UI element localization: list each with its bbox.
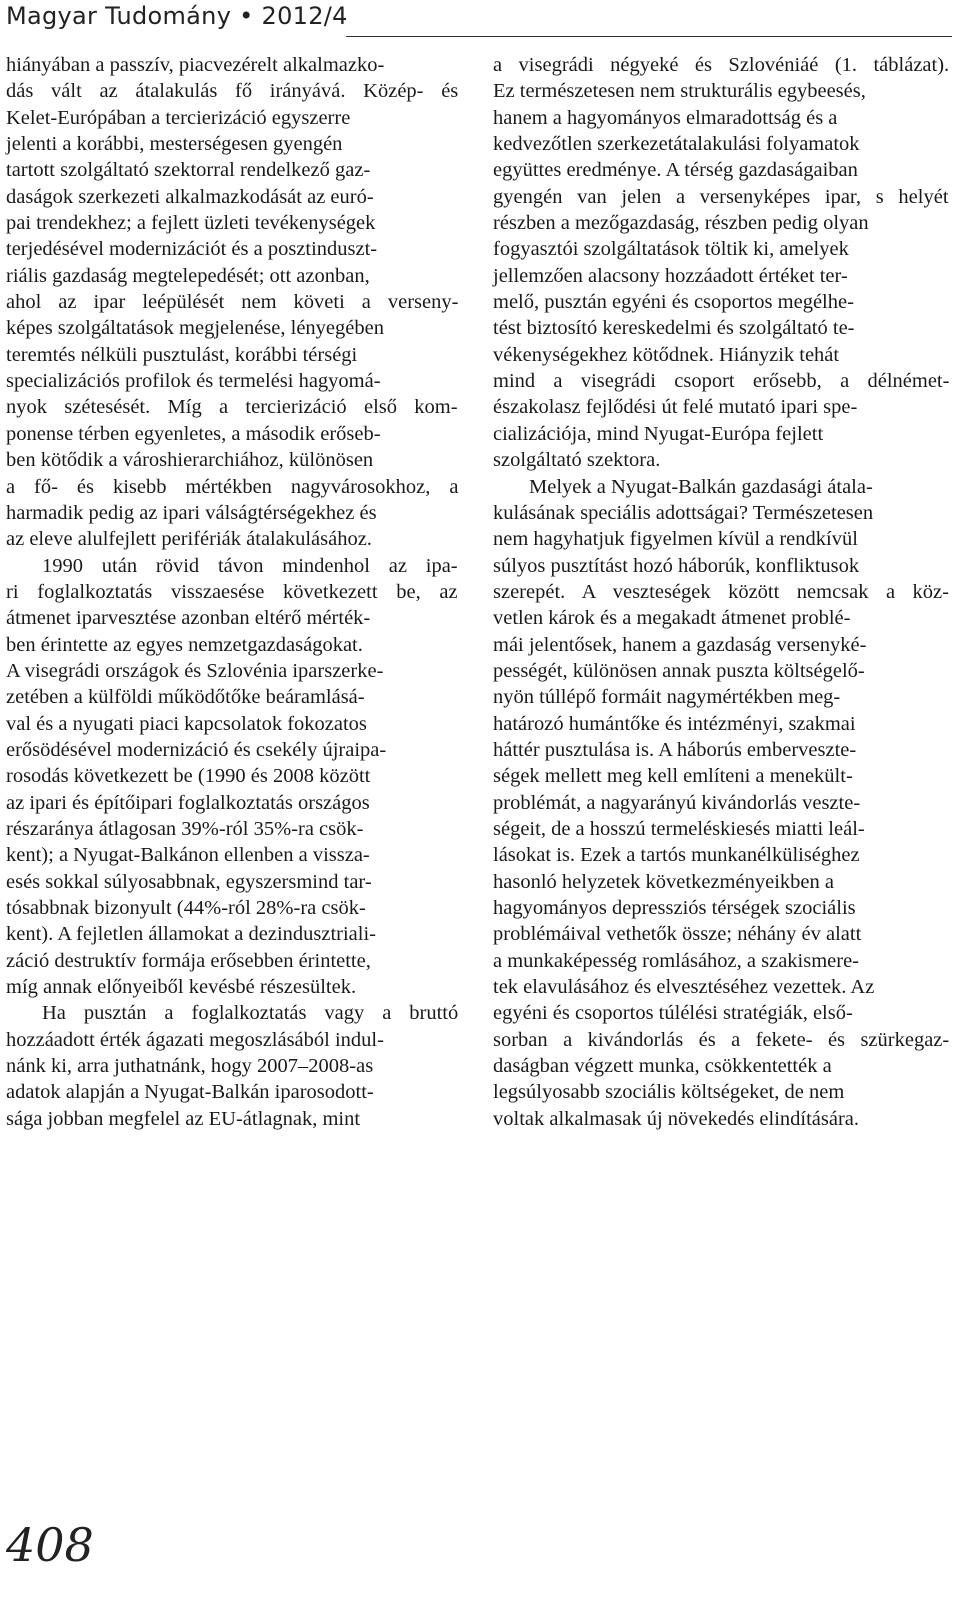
text-line: ponense térben egyenletes, a második erőseb- bbox=[6, 422, 381, 445]
text-line: nyön túllépő formáit nagymértékben meg- bbox=[493, 686, 841, 709]
text-line: súlyos pusztítást hozó háborúk, konfliktusok bbox=[493, 554, 860, 577]
text-line: daságban végzett munka, csökkentették a bbox=[493, 1055, 832, 1078]
text-line: teremtés nélküli pusztulást, korábbi térségi bbox=[6, 343, 358, 366]
left-text-column bbox=[6, 52, 458, 1132]
text-line: erősödésével modernizáció és csekély újraipa- bbox=[6, 738, 387, 761]
text-line: tést biztosító kereskedelmi és szolgáltató te- bbox=[493, 317, 855, 340]
text-line: pességét, különösen annak puszta költségelő- bbox=[493, 659, 865, 682]
text-line: dás vált az átalakulás fő irányává. Közép- és bbox=[6, 80, 459, 103]
text-line: kent). A fejletlen államokat a dezindusztriali- bbox=[6, 923, 377, 946]
right-text-column bbox=[493, 52, 949, 1132]
text-line: együttes eredménye. A térség gazdaságaiban bbox=[493, 159, 858, 182]
text-line: ben kötődik a városhierarchiához, különösen bbox=[6, 449, 374, 472]
journal-title: Magyar Tudomány • 2012/4 bbox=[6, 2, 348, 30]
text-line: daságok szerkezeti alkalmazkodását az euró- bbox=[6, 185, 374, 208]
text-line: hozzáadott érték ágazati megoszlásából indul- bbox=[6, 1028, 384, 1051]
text-line: esés sokkal súlyosabbnak, egyszersmind tar- bbox=[6, 870, 372, 893]
text-line: a visegrádi négyeké és Szlovéniáé (1. táblázat). bbox=[493, 54, 950, 76]
text-line: egyéni és csoportos túlélési stratégiák, első- bbox=[493, 1002, 853, 1025]
text-line: nyok szétesését. Míg a tercierizáció első kom- bbox=[6, 396, 458, 419]
text-line: szolgáltató szektora. bbox=[493, 449, 661, 472]
text-line: sorban a kivándorlás és a fekete- és szürkegaz- bbox=[493, 1028, 950, 1051]
text-line: tósabbnak bizonyult (44%-ról 28%-ra csök- bbox=[6, 897, 366, 919]
text-line: nánk ki, arra juthatnánk, hogy 2007–2008-as bbox=[6, 1055, 374, 1078]
text-line: ségek mellett meg kell említeni a menekült- bbox=[493, 765, 853, 788]
text-line: hasonló helyzetek következményeikben a bbox=[493, 870, 834, 893]
text-line: voltak alkalmasak új növekedés elindítására. bbox=[493, 1107, 860, 1130]
text-line: adatok alapján a Nyugat-Balkán iparosodott- bbox=[6, 1081, 374, 1104]
text-line: problémáival vethetők össze; néhány év alatt bbox=[493, 923, 862, 946]
text-line: az eleve alulfejlett perifériák átalakulásához. bbox=[6, 528, 372, 551]
text-line: 1990 után rövid távon mindenhol az ipa- bbox=[42, 554, 458, 577]
text-line: val és a nyugati piaci kapcsolatok fokozatos bbox=[6, 712, 367, 735]
text-line: ségeit, de a hosszú termeléskiesés miatti leál- bbox=[493, 817, 865, 840]
text-line: kulásának speciális adottságai? Természetesen bbox=[493, 501, 874, 524]
text-line: a fő- és kisebb mértékben nagyvárosokhoz, a bbox=[6, 475, 459, 498]
text-line: ahol az ipar leépülését nem követi a verseny- bbox=[6, 291, 459, 314]
text-line: a munkaképesség romlásához, a szakismere- bbox=[493, 949, 860, 972]
text-line: A visegrádi országok és Szlovénia iparszerke- bbox=[6, 659, 384, 682]
text-line: riális gazdaság megtelepedését; ott azonban, bbox=[6, 264, 370, 287]
text-line: jelenti a korábbi, mesterségesen gyengén bbox=[6, 133, 343, 156]
text-line: tek elavulásához és elvesztéséhez vezettek. Az bbox=[493, 976, 875, 999]
text-line: vetlen károk és a megakadt átmenet problé- bbox=[493, 607, 851, 630]
text-line: mái jelentősek, hanem a gazdaság versenyké- bbox=[493, 633, 867, 656]
header-rule bbox=[346, 36, 952, 37]
text-line: hanem a hagyományos elmaradottság és a bbox=[493, 106, 838, 129]
text-line: vékenységekhez kötődnek. Hiányzik tehát bbox=[493, 343, 840, 366]
text-line: háttér pusztulása is. A háborús emberveszte- bbox=[493, 738, 857, 761]
text-line: cializációja, mind Nyugat-Európa fejlett bbox=[493, 422, 824, 445]
running-header bbox=[6, 2, 952, 38]
text-line: kedvezőtlen szerkezetátalakulási folyamatok bbox=[493, 133, 860, 156]
text-line: sága jobban megfelel az EU-átlagnak, mint bbox=[6, 1107, 361, 1130]
text-line: fogyasztói szolgáltatások töltik ki, amelyek bbox=[493, 238, 849, 261]
text-line: hagyományos depressziós térségek szociális bbox=[493, 897, 856, 919]
text-line: ben érintette az egyes nemzetgazdaságokat. bbox=[6, 633, 363, 656]
text-line: terjedésével modernizációt és a posztinduszt- bbox=[6, 238, 378, 261]
text-line: tartott szolgáltató szektorral rendelkező gaz- bbox=[6, 159, 371, 182]
text-line: jellemzően alacsony hozzáadott értéket ter- bbox=[493, 264, 848, 287]
text-line: míg annak előnyeiből kevésbé részesültek. bbox=[6, 976, 357, 999]
page-number: 408 bbox=[6, 1518, 94, 1572]
text-line: Ez természetesen nem strukturális egybeesés, bbox=[493, 80, 866, 103]
text-line: mind a visegrádi csoport erősebb, a délnémet- bbox=[493, 370, 950, 393]
text-line: problémát, a nagyarányú kivándorlás veszte- bbox=[493, 791, 861, 814]
text-line: kent); a Nyugat-Balkánon ellenben a vissza- bbox=[6, 844, 370, 867]
text-line: ri foglalkoztatás visszaesése következett be, az bbox=[6, 580, 458, 603]
text-line: lásokat is. Ezek a tartós munkanélküliséghez bbox=[493, 844, 860, 867]
text-line: pai trendekhez; a fejlett üzleti tevékenységek bbox=[6, 212, 376, 235]
text-line: melő, pusztán egyéni és csoportos megélhe- bbox=[493, 291, 854, 314]
text-line: gyengén van jelen a versenyképes ipar, s helyét bbox=[493, 185, 949, 208]
text-line: szerepét. A veszteségek között nemcsak a köz- bbox=[493, 580, 949, 603]
text-line: Melyek a Nyugat-Balkán gazdasági átala- bbox=[529, 475, 873, 498]
text-line: részben a mezőgazdaság, részben pedig olyan bbox=[493, 212, 869, 235]
text-line: északolasz fejlődési út felé mutató ipari spe- bbox=[493, 396, 858, 419]
text-line: részaránya átlagosan 39%-ról 35%-ra csök- bbox=[6, 817, 364, 840]
text-line: legsúlyosabb szociális költségeket, de nem bbox=[493, 1081, 845, 1104]
text-line: átmenet iparvesztése azonban eltérő mérték- bbox=[6, 607, 371, 630]
text-line: záció destruktív formája erősebben érintette, bbox=[6, 949, 371, 972]
text-line: határozó humántőke és intézményi, szakmai bbox=[493, 712, 856, 735]
text-line: hiányában a passzív, piacvezérelt alkalmazko- bbox=[6, 54, 385, 76]
text-line: Kelet-Európában a tercierizáció egyszerre bbox=[6, 106, 351, 129]
text-line: specializációs profilok és termelési hagyomá- bbox=[6, 370, 381, 393]
text-line: rosodás következett be (1990 és 2008 között bbox=[6, 765, 371, 788]
text-line: harmadik pedig az ipari válságtérségekhez és bbox=[6, 501, 377, 524]
text-line: képes szolgáltatások megjelenése, lényegében bbox=[6, 317, 384, 340]
text-line: az ipari és építőipari foglalkoztatás országos bbox=[6, 791, 370, 814]
text-line: zetében a külföldi működőtőke beáramlásá- bbox=[6, 686, 365, 709]
text-line: Ha pusztán a foglalkoztatás vagy a bruttó bbox=[42, 1002, 459, 1025]
text-line: nem hagyhatjuk figyelmen kívül a rendkívül bbox=[493, 528, 858, 551]
